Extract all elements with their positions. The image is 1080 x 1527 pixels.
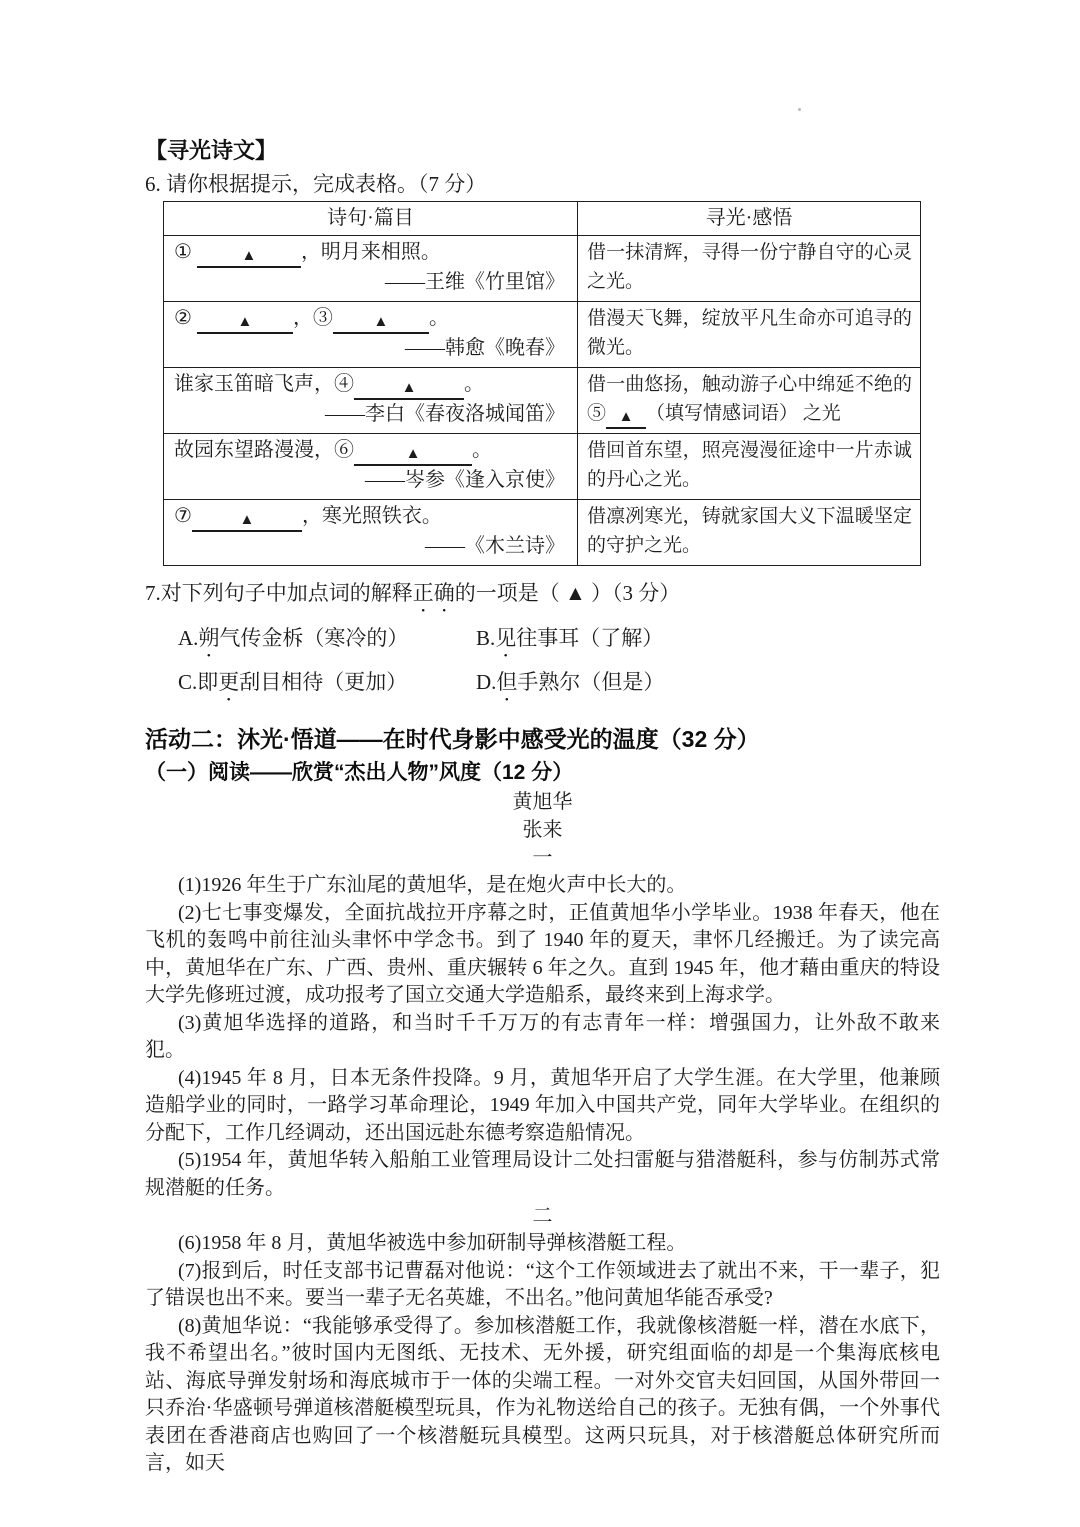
scan-artifact-dot (798, 108, 801, 111)
text-run: 气传金柝（寒冷的） (219, 626, 409, 650)
verse-line (174, 304, 567, 334)
article-author: 张来 (522, 819, 563, 841)
question-6-stem: 6. 请你根据提示，完成表格。（7 分） (145, 172, 487, 196)
verse-attribution: ——韩愈《晚春》 (405, 337, 565, 359)
text-run: 刮目相待（更加） (239, 670, 408, 694)
article-paragraph: (6)1958 年 8 月，黄旭华被选中参加研制导弹核潜艇工程。 (178, 1232, 687, 1254)
text-run: 。 (464, 373, 484, 395)
emphasized-word: 见 (495, 626, 517, 650)
text-run: A. (178, 626, 199, 650)
answer-blank: ▲ (354, 380, 464, 400)
text-run: 借一抹清辉，寻得一份宁静自守的心灵之光。 (587, 242, 912, 292)
verse-cell (164, 434, 578, 500)
text-run: 借凛冽寒光，铸就家国大义下温暖坚定的守护之光。 (587, 506, 912, 556)
article-title: 黄旭华 (512, 791, 573, 813)
text-run: 借一曲悠扬，触动游子心中绵延不绝的⑤ (587, 374, 912, 424)
insight-cell (578, 368, 921, 434)
verse-line (174, 238, 567, 268)
activity2-heading: 活动二：沐光·悟道——在时代身影中感受光的温度（32 分） (145, 726, 760, 752)
text-run: （填写情感词语） 之光 (646, 403, 841, 424)
poems-table (163, 201, 921, 566)
insight-cell (578, 302, 921, 368)
col-header-insight: 寻光·感悟 (578, 202, 921, 236)
reading-subheading: （一）阅读——欣赏“杰出人物”风度（12 分） (145, 761, 574, 784)
answer-blank: ▲ (197, 248, 301, 268)
text-run: ，③ (292, 307, 333, 329)
text-run: 。 (472, 439, 492, 461)
verse-cell (164, 368, 578, 434)
text-run: C.即 (178, 670, 219, 694)
choice-option (178, 623, 476, 662)
emphasized-word: 朔 (198, 626, 220, 650)
verse-attribution: ——《木兰诗》 (425, 535, 565, 557)
article-paragraph: (3)黄旭华选择的道路，和当时千千万万的有志青年一样：增强国力，让外敌不敢来犯。 (145, 1011, 940, 1061)
insight-cell (578, 236, 921, 302)
choice-option (178, 667, 476, 706)
choice-option (476, 667, 940, 706)
poems-table-row (164, 368, 921, 434)
question-7-stem (145, 578, 940, 617)
answer-blank: ▲ (197, 314, 293, 334)
emphasized-word: 正确 (412, 581, 455, 605)
poems-table-row (164, 302, 921, 368)
article-part1 (145, 872, 940, 1202)
text-run: 借回首东望，照亮漫漫征途中一片赤诚的丹心之光。 (587, 440, 912, 490)
poems-table-row (164, 236, 921, 302)
insight-cell (578, 434, 921, 500)
text-run: ② (174, 307, 197, 329)
article-paragraph: (2)七七事变爆发，全面抗战拉开序幕之时，正值黄旭华小学毕业。1938 年春天，他在飞机的轰鸣中前往汕头聿怀中学念书。到了 1940 年的夏天，聿怀几经搬迁。为了读完高中，黄旭华在广东、广西、贵州、重庆辗转 6 年之久。直到 1945 年，他才藉由重庆的特设大学先修班过渡，成功报考了国立交通大学造船系，最终来到上海求学。 (145, 901, 940, 1006)
article-paragraph: (7)报到后，时任支部书记曹磊对他说：“这个工作领域进去了就出不来，干一辈子，犯了错误也出不来。要当一辈子无名英雄，不出名。”他问黄旭华能否承受? (145, 1259, 940, 1309)
text-run: 故园东望路漫漫，⑥ (174, 439, 354, 461)
col-header-verse: 诗句·篇目 (164, 202, 578, 236)
verse-attribution: ——王维《竹里馆》 (385, 271, 565, 293)
text-run: ，寒光照铁衣。 (301, 505, 442, 527)
article (145, 788, 940, 1478)
article-part2 (145, 1230, 940, 1478)
text-run: D. (476, 670, 497, 694)
emphasized-word: 但 (496, 670, 518, 694)
text-run: 。 (428, 307, 449, 329)
verse-attribution: ——李白《春夜洛城闻笛》 (325, 403, 565, 425)
article-paragraph: (5)1954 年，黄旭华转入船舶工业管理局设计二处扫雷艇与猎潜艇科，参与仿制苏式常规潜艇的任务。 (145, 1149, 940, 1199)
poems-table-row (164, 434, 921, 500)
text-run: 的一项是（ ▲ ）（3 分） (454, 581, 681, 605)
answer-blank: ▲ (192, 512, 302, 532)
answer-blank: ▲ (606, 409, 646, 429)
insight-cell (578, 500, 921, 566)
page-content (145, 136, 940, 1478)
text-run: ，明月来相照。 (300, 241, 441, 263)
article-part1-marker: 一 (532, 847, 553, 869)
emphasized-word: 更 (218, 670, 240, 694)
poems-table-row (164, 500, 921, 566)
text-run: ① (174, 241, 197, 263)
text-run: 往事耳（了解） (516, 626, 664, 650)
answer-blank: ▲ (354, 446, 472, 466)
article-paragraph: (4)1945 年 8 月，日本无条件投降。9 月，黄旭华开启了大学生涯。在大学里，他兼顾造船学业的同时，一路学习革命理论，1949 年加入中国共产党，同年大学毕业。在组织的分配下，工作几经调动，还出国远赴东德考察造船情况。 (145, 1066, 940, 1144)
text-run: B. (476, 626, 496, 650)
poems-section-header: 【寻光诗文】 (145, 138, 278, 163)
article-part2-marker: 二 (532, 1205, 553, 1227)
poems-table-header-row (164, 202, 921, 236)
verse-cell (164, 302, 578, 368)
verse-cell (164, 500, 578, 566)
article-paragraph: (8)黄旭华说：“我能够承受得了。参加核潜艇工作，我就像核潜艇一样，潜在水底下，我不希望出名。”彼时国内无图纸、无技术、无外援，研究组面临的却是一个集海底核电站、海底导弹发射场和海底城市于一体的尖端工程。一对外交官夫妇回国，从国外带回一只乔治·华盛顿号弹道核潜艇模型玩具，作为礼物送给自己的孩子。无独有偶，一个外事代表团在香港商店也购回了一个核潜艇玩具模型。这两只玩具，对于核潜艇总体研究所而言，如天 (145, 1314, 940, 1474)
article-paragraph: (1)1926 年生于广东汕尾的黄旭华，是在炮火声中长大的。 (178, 874, 687, 896)
verse-cell (164, 236, 578, 302)
choice-option (476, 623, 940, 662)
text-run: 手熟尔（但是） (517, 670, 665, 694)
text-run: 7.对下列句子中加点词的解释 (145, 581, 413, 605)
question-7-options (178, 623, 940, 706)
text-run: 借漫天飞舞，绽放平凡生命亦可追寻的微光。 (587, 308, 912, 358)
answer-blank: ▲ (333, 314, 429, 334)
verse-line (174, 436, 567, 466)
verse-line (174, 370, 567, 400)
text-run: 谁家玉笛暗飞声，④ (174, 373, 354, 395)
verse-attribution: ——岑参《逢入京使》 (365, 469, 565, 491)
verse-line (174, 502, 567, 532)
text-run: ⑦ (174, 505, 192, 527)
